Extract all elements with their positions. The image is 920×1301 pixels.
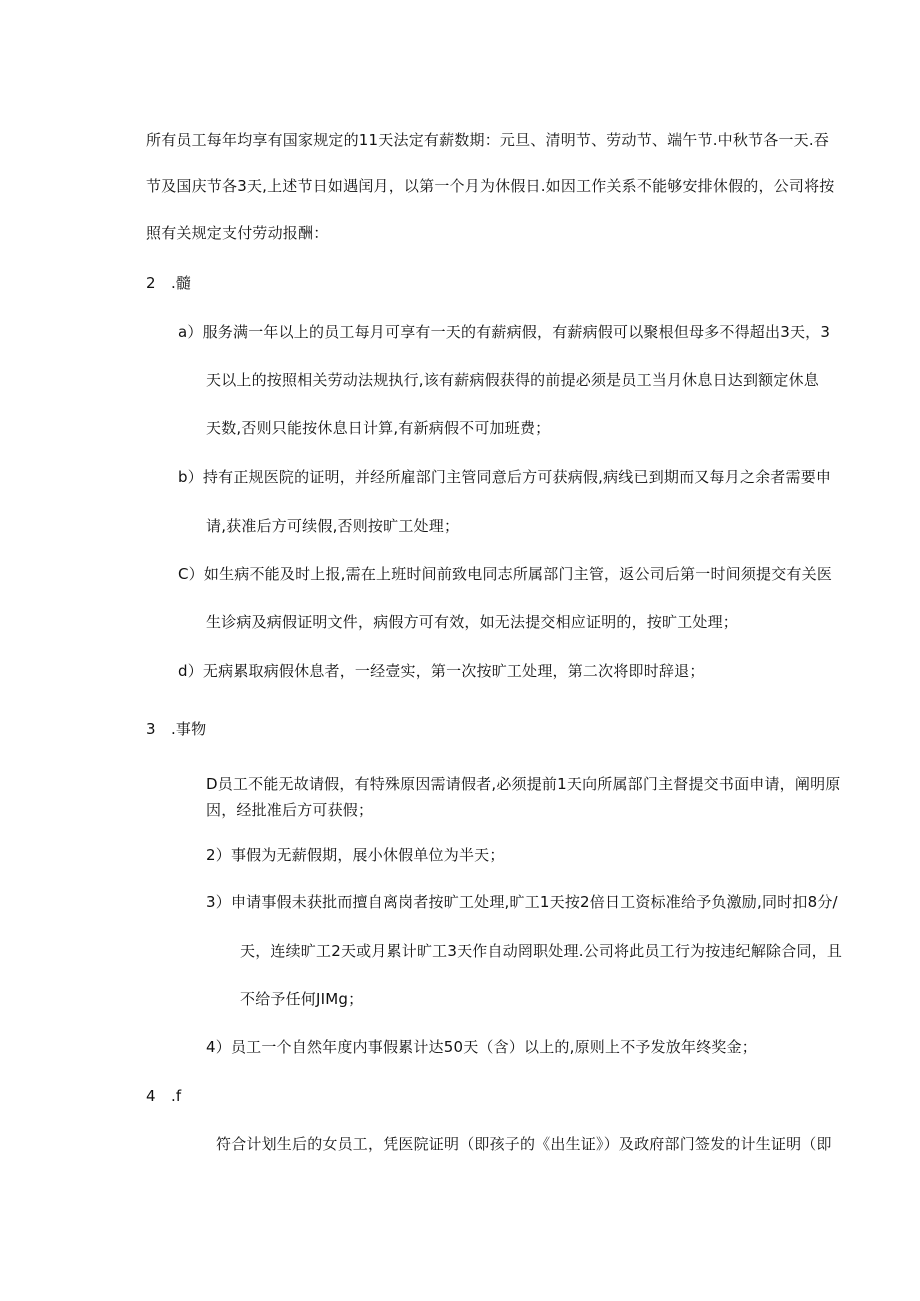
- section-3-item-3-line-2: 天，连续旷工2天或月累计旷工3天作自动罔职处理.公司将此员工行为按违纪解除合同，且: [240, 942, 843, 960]
- section-2-item-c-line-1: C）如生病不能及时上报,需在上班时间前致电同志所属部门主管，返公司后第一时间须提交有关医: [178, 565, 833, 583]
- section-3-item-2-line-1: 2）事假为无薪假期，展小休假单位为半天；: [206, 846, 505, 864]
- section-3-heading: 3 .事物: [146, 720, 207, 738]
- intro-line-3: 照有关规定支付劳动报酬：: [146, 224, 329, 242]
- section-4-line-1: 符合计划生后的女员工，凭医院证明（即孩子的《出生证》）及政府部门签发的计生证明（即: [216, 1135, 832, 1153]
- section-2-item-b-line-1: b）持有正规医院的证明，并经所雇部门主管同意后方可获病假,病线已到期而又每月之余者需要申: [178, 468, 832, 486]
- section-2-item-a-line-1: a）服务满一年以上的员工每月可享有一天的有薪病假，有薪病假可以聚根但母多不得超出3天，3: [178, 323, 831, 341]
- section-3-item-3-line-3: 不给予任何JIMg；: [240, 990, 364, 1008]
- intro-line-1: 所有员工每年均享有国家规定的11天法定有薪数期：元旦、清明节、劳动节、端午节.中秋节各一天.吞: [146, 131, 830, 149]
- section-3-item-1-line-2: 因，经批准后方可获假；: [206, 801, 374, 819]
- section-2-item-a-line-2: 天以上的按照相关劳动法规执行,该有薪病假获得的前提必须是员工当月休息日达到额定休息: [206, 371, 819, 389]
- section-4-heading: 4 .f: [146, 1087, 182, 1105]
- section-3-item-4-line-1: 4）员工一个自然年度内事假累计达50天（含）以上的,原则上不予发放年终奖金；: [206, 1038, 758, 1056]
- section-3-item-1-line-1: D员工不能无故请假，有特殊原因需请假者,必须提前1天向所属部门主督提交书面申请，阐明原: [206, 775, 841, 793]
- section-3-item-3-line-1: 3）申请事假未获批而擅自离岗者按旷工处理,旷工1天按2倍日工资标准给予负激励,同时扣8分/: [206, 893, 838, 911]
- section-2-item-d-line-1: d）无病累取病假休息者，一经壹实，第一次按旷工处理，第二次将即时辞退；: [178, 662, 705, 680]
- intro-line-2: 节及国庆节各3天,上述节日如遇闰月，以第一个月为休假日.如因工作关系不能够安排休假的，公司将按: [146, 177, 835, 195]
- section-2-item-a-line-3: 天数,否则只能按休息日计算,有新病假不可加班费；: [206, 419, 551, 437]
- section-2-heading: 2 .髓: [146, 274, 192, 292]
- section-2-item-b-line-2: 请,获准后方可续假,否则按旷工处理；: [206, 517, 460, 535]
- section-2-item-c-line-2: 生诊病及病假证明文件，病假方可有效，如无法提交相应证明的，按旷工处理；: [206, 613, 739, 631]
